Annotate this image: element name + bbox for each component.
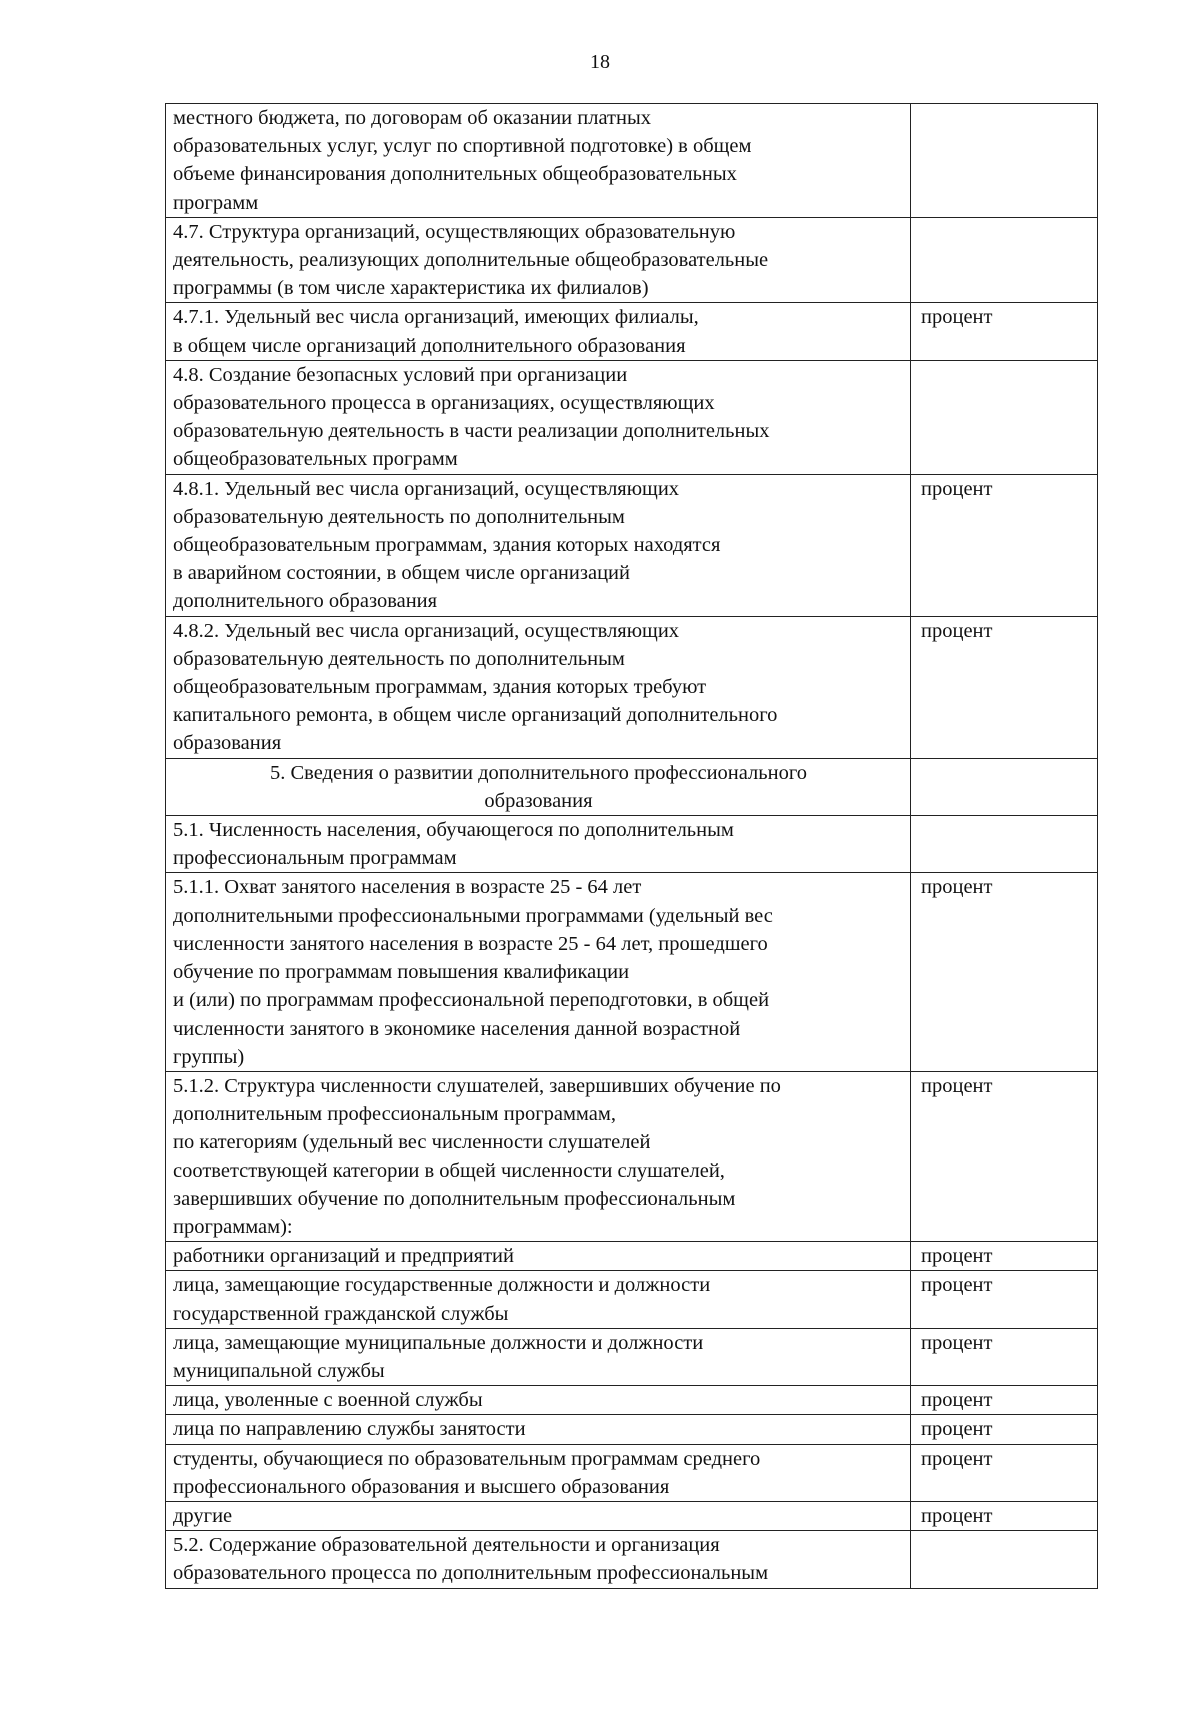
table-row xyxy=(166,758,1098,815)
unit-text: процент xyxy=(921,1074,993,1097)
unit-cell xyxy=(911,873,1098,1071)
indicator-text-line: общеобразовательных программ xyxy=(173,448,458,471)
indicator-text-line: 5.2. Содержание образовательной деятельности и организация xyxy=(173,1534,720,1557)
indicator-cell xyxy=(166,873,911,1071)
indicator-cell xyxy=(166,1271,911,1328)
indicator-cell xyxy=(166,1242,911,1271)
table-row xyxy=(166,217,1098,303)
indicator-text-line: образовательную деятельность в части реализации дополнительных xyxy=(173,420,770,443)
indicator-text-line: дополнительного образования xyxy=(173,590,438,613)
indicator-cell xyxy=(166,616,911,758)
indicator-cell xyxy=(166,1501,911,1530)
unit-cell xyxy=(911,1444,1098,1501)
indicator-cell xyxy=(166,1071,911,1241)
indicator-text-line: образовательную деятельность по дополнительным xyxy=(173,647,625,670)
table-row xyxy=(166,1071,1098,1241)
indicator-text-line: 4.8.1. Удельный вес числа организаций, осуществляющих xyxy=(173,477,680,500)
table-row xyxy=(166,873,1098,1071)
indicator-text-line: профессиональным программам xyxy=(173,847,457,870)
indicator-text-line: лица, уволенные с военной службы xyxy=(173,1389,483,1412)
indicator-text-line: студенты, обучающиеся по образовательным программам среднего xyxy=(173,1447,761,1470)
indicator-text-line: завершивших обучение по дополнительным профессиональным xyxy=(173,1187,736,1210)
indicator-text-line: программ xyxy=(173,191,259,214)
indicator-cell xyxy=(166,1328,911,1385)
unit-text: процент xyxy=(921,306,993,329)
indicator-text-line: дополнительными профессиональными программами (удельный вес xyxy=(173,904,773,927)
unit-cell xyxy=(911,1071,1098,1241)
unit-cell xyxy=(911,104,1098,218)
indicator-table xyxy=(165,103,1098,1589)
indicator-text-line: программам): xyxy=(173,1215,293,1238)
indicator-table-body xyxy=(166,104,1098,1589)
indicator-text-line: образования xyxy=(173,732,282,755)
unit-cell xyxy=(911,217,1098,303)
indicator-text-line: лица, замещающие государственные должности и должности xyxy=(173,1274,711,1297)
indicator-text-line: по категориям (удельный вес численности слушателей xyxy=(173,1131,651,1154)
indicator-text-line: профессионального образования и высшего образования xyxy=(173,1475,670,1498)
unit-text: процент xyxy=(921,1389,993,1412)
table-row xyxy=(166,104,1098,218)
unit-text: процент xyxy=(921,619,993,642)
indicator-cell xyxy=(166,217,911,303)
unit-cell xyxy=(911,303,1098,360)
indicator-text-line: 5.1. Численность населения, обучающегося по дополнительным xyxy=(173,819,734,842)
indicator-text-line: 5. Сведения о развитии дополнительного профессионального xyxy=(270,761,807,784)
table-row xyxy=(166,1531,1098,1588)
indicator-text-line: соответствующей категории в общей численности слушателей, xyxy=(173,1159,725,1182)
table-row xyxy=(166,1271,1098,1328)
indicator-text-line: обучение по программам повышения квалификации xyxy=(173,961,630,984)
indicator-text-line: образования xyxy=(484,789,593,812)
table-row xyxy=(166,360,1098,474)
indicator-cell xyxy=(166,303,911,360)
unit-text: процент xyxy=(921,1274,993,1297)
unit-text: процент xyxy=(921,1447,993,1470)
unit-cell xyxy=(911,1415,1098,1444)
table-row xyxy=(166,474,1098,616)
table-row xyxy=(166,1242,1098,1271)
unit-text: процент xyxy=(921,876,993,899)
indicator-text-line: численности занятого в экономике населения данной возрастной xyxy=(173,1017,741,1040)
indicator-cell xyxy=(166,474,911,616)
indicator-cell xyxy=(166,104,911,218)
unit-cell xyxy=(911,1501,1098,1530)
indicator-text-line: деятельность, реализующих дополнительные общеобразовательные xyxy=(173,249,769,272)
indicator-text-line: объеме финансирования дополнительных общеобразовательных xyxy=(173,163,737,186)
table-row xyxy=(166,1386,1098,1415)
indicator-text-line: образовательного процесса в организациях, осуществляющих xyxy=(173,392,715,415)
indicator-text-line: другие xyxy=(173,1504,233,1527)
page-number: 18 xyxy=(590,51,610,73)
unit-cell xyxy=(911,1242,1098,1271)
indicator-text-line: 4.7.1. Удельный вес числа организаций, имеющих филиалы, xyxy=(173,306,699,329)
indicator-text-line: 5.1.2. Структура численности слушателей, завершивших обучение по xyxy=(173,1074,781,1097)
indicator-text-line: капитального ремонта, в общем числе организаций дополнительного xyxy=(173,704,778,727)
indicator-cell xyxy=(166,360,911,474)
unit-cell xyxy=(911,816,1098,873)
table-row xyxy=(166,1501,1098,1530)
table-row xyxy=(166,1444,1098,1501)
table-row xyxy=(166,816,1098,873)
table-row xyxy=(166,1415,1098,1444)
indicator-cell xyxy=(166,816,911,873)
indicator-text-line: и (или) по программам профессиональной переподготовки, в общей xyxy=(173,989,770,1012)
indicator-text-line: образовательную деятельность по дополнительным xyxy=(173,505,625,528)
indicator-cell xyxy=(166,1444,911,1501)
indicator-text-line: местного бюджета, по договорам об оказании платных xyxy=(173,107,651,129)
indicator-text-line: образовательного процесса по дополнительным профессиональным xyxy=(173,1562,769,1585)
unit-text: процент xyxy=(921,1418,993,1441)
unit-cell xyxy=(911,360,1098,474)
indicator-text-line: в общем числе организаций дополнительного образования xyxy=(173,334,686,357)
section-heading-cell xyxy=(166,758,911,815)
indicator-text-line: 4.7. Структура организаций, осуществляющих образовательную xyxy=(173,220,736,243)
indicator-text-line: 5.1.1. Охват занятого населения в возрасте 25 - 64 лет xyxy=(173,876,642,899)
indicator-cell xyxy=(166,1531,911,1588)
indicator-text-line: в аварийном состоянии, в общем числе организаций xyxy=(173,562,630,585)
unit-cell xyxy=(911,1386,1098,1415)
unit-cell xyxy=(911,1531,1098,1588)
indicator-text-line: лица по направлению службы занятости xyxy=(173,1418,526,1441)
indicator-text-line: численности занятого населения в возрасте 25 - 64 лет, прошедшего xyxy=(173,932,768,955)
unit-text: процент xyxy=(921,477,993,500)
unit-text: процент xyxy=(921,1331,993,1354)
indicator-cell xyxy=(166,1415,911,1444)
unit-text: процент xyxy=(921,1504,993,1527)
indicator-text-line: общеобразовательным программам, здания которых находятся xyxy=(173,534,721,557)
table-row xyxy=(166,1328,1098,1385)
unit-cell xyxy=(911,474,1098,616)
indicator-text-line: образовательных услуг, услуг по спортивной подготовке) в общем xyxy=(173,135,752,158)
indicator-text-line: группы) xyxy=(173,1045,245,1068)
unit-cell xyxy=(911,1328,1098,1385)
unit-text: процент xyxy=(921,1245,993,1268)
indicator-text-line: государственной гражданской службы xyxy=(173,1302,509,1325)
indicator-text-line: общеобразовательным программам, здания которых требуют xyxy=(173,676,707,699)
indicator-text-line: 4.8.2. Удельный вес числа организаций, осуществляющих xyxy=(173,619,680,642)
unit-cell xyxy=(911,758,1098,815)
unit-cell xyxy=(911,616,1098,758)
indicator-text-line: программы (в том числе характеристика их филиалов) xyxy=(173,277,649,300)
indicator-text-line: муниципальной службы xyxy=(173,1359,385,1382)
indicator-text-line: дополнительным профессиональным программам, xyxy=(173,1103,616,1126)
table-row xyxy=(166,616,1098,758)
table-row xyxy=(166,303,1098,360)
unit-cell xyxy=(911,1271,1098,1328)
indicator-cell xyxy=(166,1386,911,1415)
indicator-text-line: лица, замещающие муниципальные должности и должности xyxy=(173,1331,704,1354)
indicator-text-line: 4.8. Создание безопасных условий при организации xyxy=(173,363,628,386)
indicator-text-line: работники организаций и предприятий xyxy=(173,1245,514,1268)
